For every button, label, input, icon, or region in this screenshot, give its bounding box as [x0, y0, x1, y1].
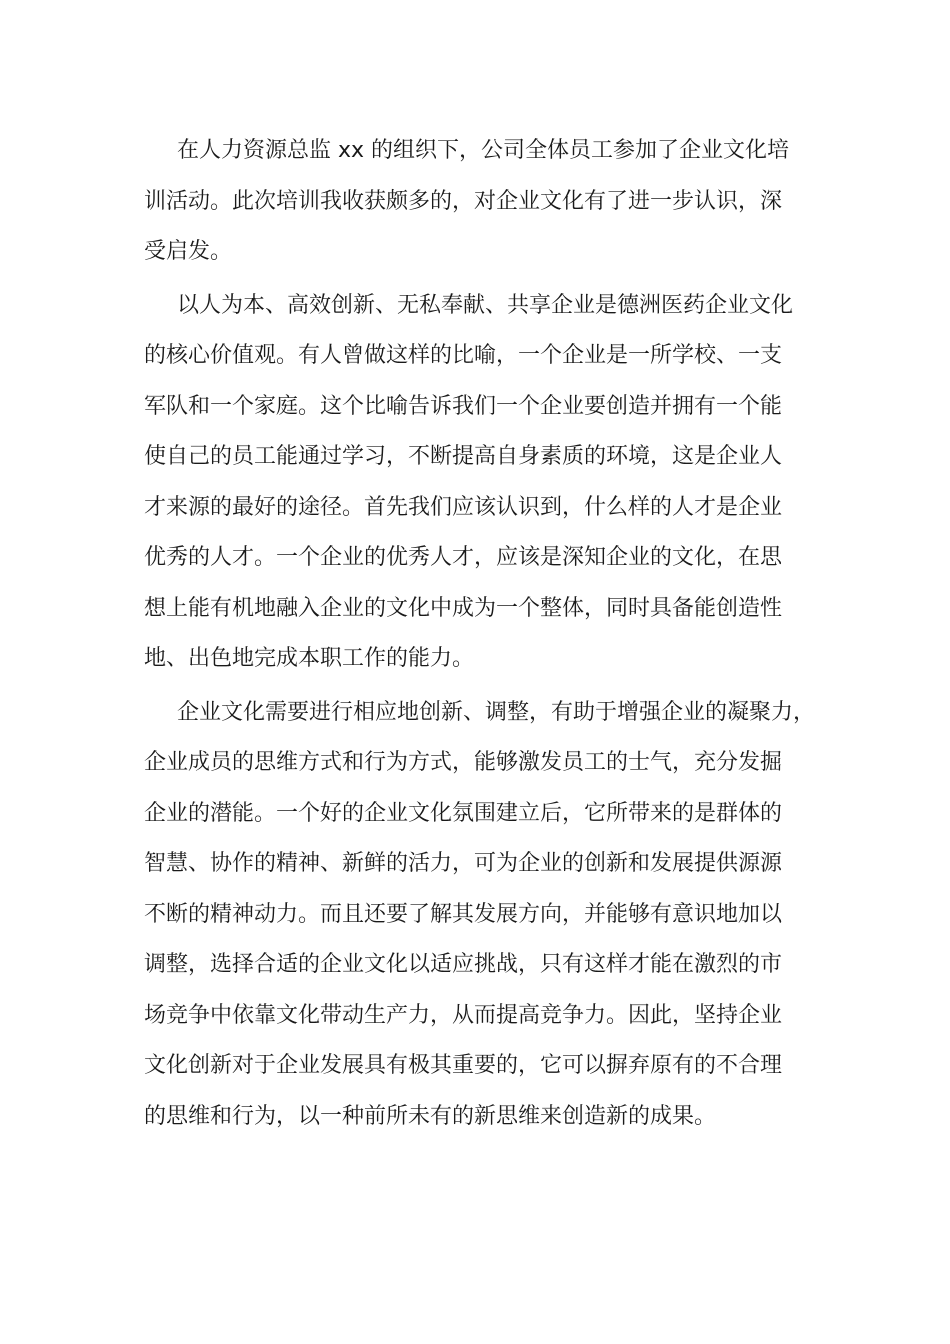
paragraph-line: 的思维和行为，以一种前所未有的新思维来创造新的成果。: [144, 1103, 717, 1129]
paragraph-line: 使自己的员工能通过学习，不断提高自身素质的环境，这是企业人: [144, 444, 783, 469]
paragraph-line: 优秀的人才。一个企业的优秀人才，应该是深知企业的文化，在思: [144, 545, 783, 570]
paragraph-line: 在人力资源总监 xx 的组织下，公司全体员工参加了企业文化培: [177, 138, 790, 163]
paragraph-line: 军队和一个家庭。这个比喻告诉我们一个企业要创造并拥有一个能: [144, 393, 783, 419]
paragraph-line: 企业的潜能。一个好的企业文化氛围建立后，它所带来的是群体的: [144, 800, 783, 826]
paragraph-3: [144, 688, 816, 1143]
paragraph-line: 智慧、协作的精神、新鲜的活力，可为企业的创新和发展提供源源: [144, 851, 783, 876]
document-body: [144, 126, 816, 1142]
paragraph-2: [144, 281, 806, 685]
paragraph-line: 受启发。: [144, 239, 233, 264]
paragraph-1: [144, 126, 806, 278]
paragraph-line: 以人为本、高效创新、无私奉献、共享企业是德洲医药企业文化: [177, 292, 794, 318]
paragraph-line: 地、出色地完成本职工作的能力。: [144, 646, 475, 671]
paragraph-line: 场竞争中依靠文化带动生产力，从而提高竞争力。因此，坚持企业: [144, 1002, 783, 1028]
paragraph-line: 想上能有机地融入企业的文化中成为一个整体，同时具备能创造性: [144, 595, 783, 621]
paragraph-line: 不断的精神动力。而且还要了解其发展方向，并能够有意识地加以: [144, 901, 783, 927]
paragraph-line: 企业文化需要进行相应地创新、调整，有助于增强企业的凝聚力，: [177, 699, 816, 725]
paragraph-line: 训活动。此次培训我收获颇多的，对企业文化有了进一步认识，深: [144, 188, 783, 214]
paragraph-line: 调整，选择合适的企业文化以适应挑战，只有这样才能在激烈的市: [144, 952, 783, 977]
paragraph-line: 文化创新对于企业发展具有极其重要的，它可以摒弃原有的不合理: [144, 1053, 783, 1078]
paragraph-line: 企业成员的思维方式和行为方式，能够激发员工的士气，充分发掘: [144, 750, 783, 775]
paragraph-line: 的核心价值观。有人曾做这样的比喻，一个企业是一所学校、一支: [144, 343, 783, 368]
paragraph-line: 才来源的最好的途径。首先我们应该认识到，什么样的人才是企业: [144, 494, 783, 520]
